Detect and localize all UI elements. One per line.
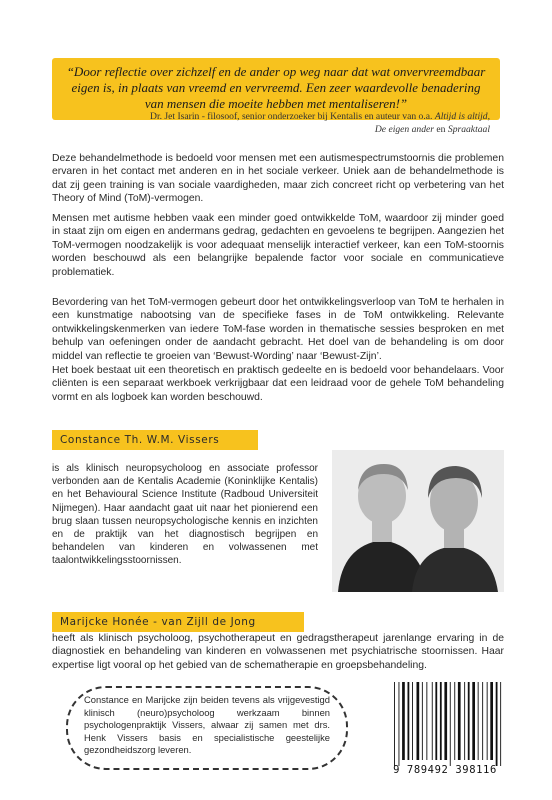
isbn-number: 9 789492 398116 bbox=[393, 764, 497, 776]
paragraph-1: Deze behandelmethode is bedoeld voor mensen met een autismespectrumstoornis die problemen ervaren in het contact met anderen en in het sociale verkeer. Uniek aan de behandelmethode is dat zij geen training is van sociale vaardigheden, maar zich concreet richt op verbetering van het Theory of Mind (ToM)-vermogen. bbox=[52, 153, 504, 205]
paragraph-4: Het boek bestaat uit een theoretisch en praktisch gedeelte en is bedoeld voor behandelaars. Voor cliënten is een separaat werkboek verkrijgbaar dat een leidraad voor de gehele ToM behandeling vormt en als logboek kan worden beschouwd. bbox=[52, 365, 504, 403]
attribution-line: Dr. Jet Isarin - filosoof, senior onderzoeker bij Kentalis en auteur van o.a. bbox=[150, 111, 433, 122]
joint-bio-text: Constance en Marijcke zijn beiden tevens als vrijgevestigd klinisch (neuro)psycholoog werkzaam binnen psychologenpraktijk Vissers, alwaar zij samen met drs. Henk Vissers basis en specialistische geestelijke gezondheidszorg leveren. bbox=[84, 694, 330, 756]
quote-text: “Door reflectie over zichzelf en de ander op weg naar dat wat onvervreemdbaar eigen is, in plaats van vreemd en vervreemd. Een zeer waardevolle benadering van mensen die moeite hebben met mentaliseren!” bbox=[66, 64, 486, 111]
author-2-name-bar bbox=[52, 612, 304, 632]
author-1-bio: is als klinisch neuropsycholoog en associate professor verbonden aan de Kentalis Academie (Koninklijke Kentalis) en het Behavioural Science Institute (Radboud Universiteit Nijmegen). Haar aandacht gaat uit naar het pionierend een brug slaan tussen neuropsychologische kennis en inzichten en de praktijk van het diagnostisch begrijpen en behandelen van kinderen en volwassenen met taalontwikkelingsstoornissen. bbox=[52, 463, 318, 567]
author-2-bio: heeft als klinisch psycholoog, psychotherapeut en gedragstherapeut jarenlange ervaring in de diagnostiek en behandeling van kinderen en volwassenen met psychiatrische stoornissen. Haar expertise ligt vooral op het gebied van de schematherapie en groepsbehandeling. bbox=[52, 633, 504, 671]
joint-bio-box bbox=[66, 686, 348, 770]
authors-photo-image bbox=[332, 450, 504, 592]
attribution-title-2: De eigen ander bbox=[374, 124, 435, 135]
attribution-title-3: Spraaktaal bbox=[447, 124, 490, 135]
paragraph-3: Bevordering van het ToM-vermogen gebeurt door het ontwikkelingsverloop van ToM te herhalen in een kunstmatige nabootsing van de specifieke fases in de ToM ontwikkeling. Relevante ontwikkelingskenmerken van iedere ToM-fase worden in thematische sessies besproken en met behulp van oefeningen onder de aandacht gebracht. Het doel van de behandeling is om door middel van reflectie te groeien van ‘Bewust-Wording’ naar ‘Bewust-Zijn’. bbox=[52, 297, 504, 362]
paragraph-2: Mensen met autisme hebben vaak een minder goed ontwikkelde ToM, waardoor zij minder goed in staat zijn om eigen en andermans gedrag, gedachten en gevoelens te begrijpen. Aangezien het ToM-vermogen noodzakelijk is voor adequaat menselijk interactief verkeer, kan een ToM-stoornis worden beschouwd als een belangrijke bepalende factor voor sociale en communicatieve problematiek. bbox=[52, 213, 504, 278]
isbn-barcode bbox=[392, 682, 506, 776]
authors-photo bbox=[332, 450, 504, 592]
quote-attribution bbox=[60, 110, 490, 136]
attribution-and: en bbox=[436, 124, 446, 135]
author-2-name: Marijcke Honée - van Zijll de Jong bbox=[60, 616, 256, 628]
attribution-title-1: Altijd is altijd, bbox=[434, 111, 490, 122]
author-1-name-bar bbox=[52, 430, 258, 450]
author-1-name: Constance Th. W.M. Vissers bbox=[60, 434, 220, 446]
